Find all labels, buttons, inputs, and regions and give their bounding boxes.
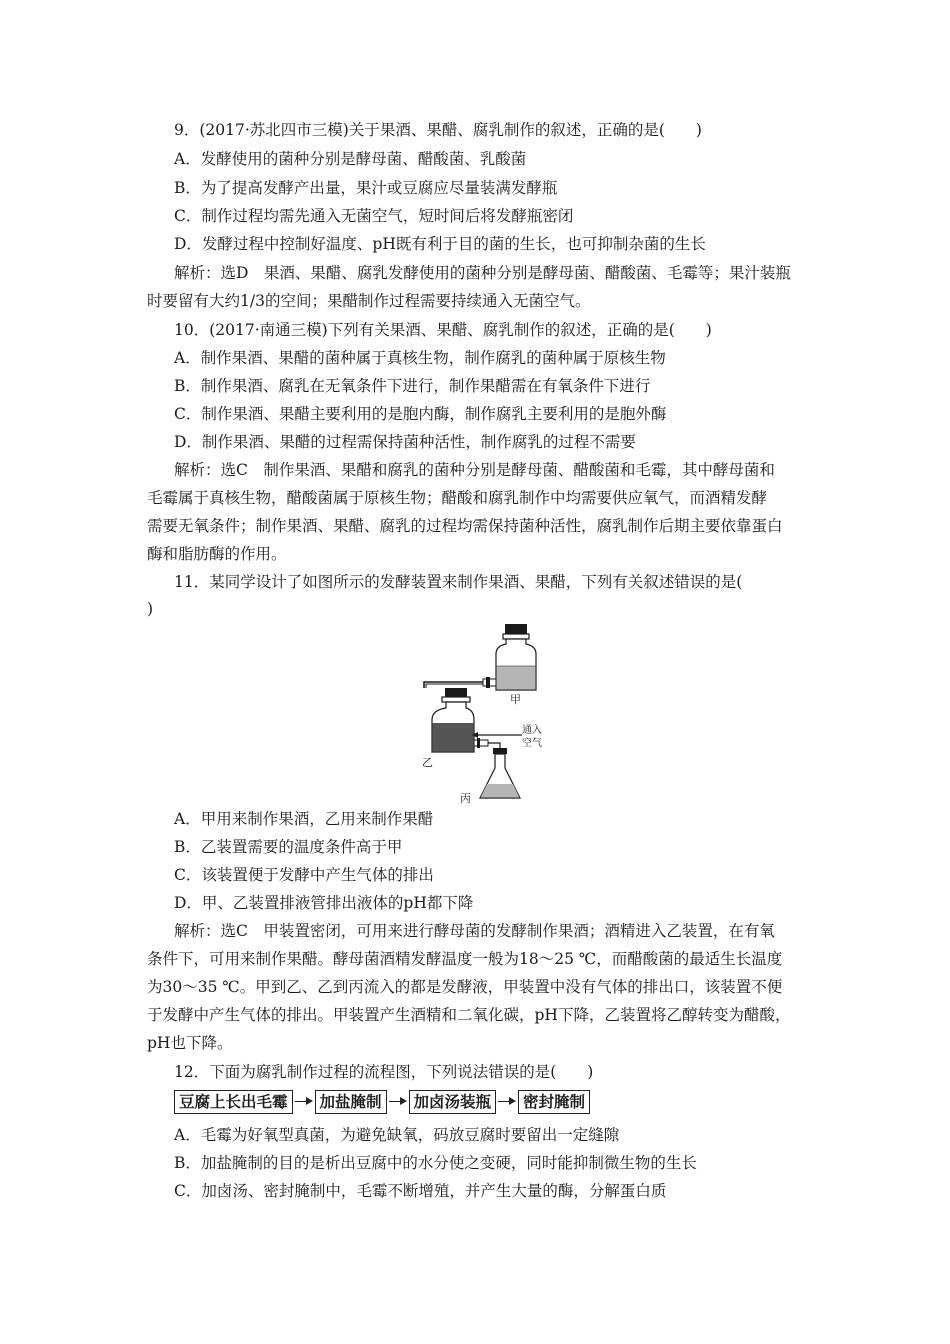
fermentation-apparatus-figure xyxy=(404,620,544,806)
q9-stem: 9．(2017·苏北四市三模)关于果酒、果醋、腐乳制作的叙述，正确的是( ) xyxy=(174,121,702,139)
q9-option-c: C．制作过程均需先通入无菌空气，短时间后将发酵瓶密闭 xyxy=(174,207,574,225)
q12-option-a: A．毛霉为好氧型真菌，为避免缺氧，码放豆腐时要留出一定缝隙 xyxy=(174,1126,620,1144)
q10-option-c: C．制作果酒、果醋主要利用的是胞内酶，制作腐乳主要利用的是胞外酶 xyxy=(174,405,667,423)
jar-jia xyxy=(496,624,536,690)
q10-option-a: A．制作果酒、果醋的菌种属于真核生物，制作腐乳的菌种属于原核生物 xyxy=(174,349,666,367)
q10-analysis-line-3: 需要无氧条件；制作果酒、果醋、腐乳的过程均需保持菌种活性，腐乳制作后期主要依靠蛋白 xyxy=(147,517,783,535)
q11-stem-line-1: 11．某同学设计了如图所示的发酵装置来制作果酒、果醋，下列有关叙述错误的是( xyxy=(174,573,743,591)
jar-yi xyxy=(432,688,474,752)
flow-arrow-2 xyxy=(387,1091,409,1113)
q10-analysis-line-2: 毛霉属于真核生物，醋酸菌属于原核生物；醋酸和腐乳制作中均需要供应氧气，而酒精发酵 xyxy=(147,489,768,507)
flow-arrow-3 xyxy=(496,1091,518,1113)
q9-option-d: D．发酵过程中控制好温度、pH既有利于目的菌的生长，也可抑制杂菌的生长 xyxy=(174,235,706,253)
q11-option-b: B．乙装置需要的温度条件高于甲 xyxy=(174,838,403,856)
q10-analysis-line-1: 解析：选C 制作果酒、果醋和腐乳的菌种分别是酵母菌、醋酸菌和毛霉，其中酵母菌和 xyxy=(174,461,775,479)
q11-option-d: D．甲、乙装置排液管排出液体的pH都下降 xyxy=(174,894,474,912)
flow-step-3: 加卤汤装瓶 xyxy=(409,1090,497,1114)
q11-option-c: C．该装置便于发酵中产生气体的排出 xyxy=(174,866,434,884)
label-jia: 甲 xyxy=(510,693,521,706)
q11-analysis-line-4: 于发酵中产生气体的排出。甲装置产生酒精和二氧化碳，pH下降，乙装置将乙醇转变为醋酸， xyxy=(147,1006,791,1024)
q9-option-b: B．为了提高发酵产出量，果汁或豆腐应尽量装满发酵瓶 xyxy=(174,179,558,197)
flow-step-4: 密封腌制 xyxy=(518,1090,590,1114)
q11-analysis-line-1: 解析：选C 甲装置密闭，可用来进行酵母菌的发酵制作果酒；酒精进入乙装置，在有氧 xyxy=(174,922,775,940)
q9-analysis-line-1: 解析：选D 果酒、果醋、腐乳发酵使用的菌种分别是酵母菌、醋酸菌、毛霉等；果汁装瓶 xyxy=(174,264,791,282)
q10-option-b: B．制作果酒、腐乳在无氧条件下进行，制作果醋需在有氧条件下进行 xyxy=(174,377,651,395)
q10-analysis-line-4: 酶和脂肪酶的作用。 xyxy=(147,545,287,563)
q12-stem: 12．下面为腐乳制作过程的流程图，下列说法错误的是( ) xyxy=(174,1063,594,1081)
q10-stem: 10．(2017·南通三模)下列有关果酒、果醋、腐乳制作的叙述，正确的是( ) xyxy=(174,321,712,339)
q9-option-a: A．发酵使用的菌种分别是酵母菌、醋酸菌、乳酸菌 xyxy=(174,150,527,168)
q11-stem-line-2: ) xyxy=(147,600,154,618)
air-inlet xyxy=(472,732,522,748)
label-air-2: 空气 xyxy=(522,738,542,749)
connecting-tube xyxy=(424,677,496,688)
q12-option-c: C．加卤汤、密封腌制中，毛霉不断增殖，并产生大量的酶，分解蛋白质 xyxy=(174,1182,667,1200)
label-bing: 丙 xyxy=(460,792,471,805)
q11-analysis-line-2: 条件下，可用来制作果醋。酵母菌酒精发酵温度一般为18～25 ℃，而醋酸菌的最适生长温度 xyxy=(147,950,783,968)
process-flowchart xyxy=(174,1089,590,1115)
flow-step-1: 豆腐上长出毛霉 xyxy=(174,1090,293,1114)
flask-bing xyxy=(480,748,520,798)
q11-analysis-line-3: 为30～35 ℃。甲到乙、乙到丙流入的都是发酵液，甲装置中没有气体的排出口，该装置不便 xyxy=(147,978,783,996)
q11-option-a: A．甲用来制作果酒，乙用来制作果醋 xyxy=(174,810,434,828)
label-air-1: 通入 xyxy=(522,725,542,736)
q11-analysis-line-5: pH也下降。 xyxy=(147,1034,233,1052)
q9-analysis-line-2: 时要留有大约1/3的空间；果醋制作过程需要持续通入无菌空气。 xyxy=(147,292,591,310)
q10-option-d: D．制作果酒、果醋的过程需保持菌种活性，制作腐乳的过程不需要 xyxy=(174,433,636,451)
flow-arrow-1 xyxy=(293,1091,315,1113)
flow-step-2: 加盐腌制 xyxy=(315,1090,387,1114)
q12-option-b: B．加盐腌制的目的是析出豆腐中的水分使之变硬，同时能抑制微生物的生长 xyxy=(174,1154,697,1172)
label-yi: 乙 xyxy=(422,756,433,769)
